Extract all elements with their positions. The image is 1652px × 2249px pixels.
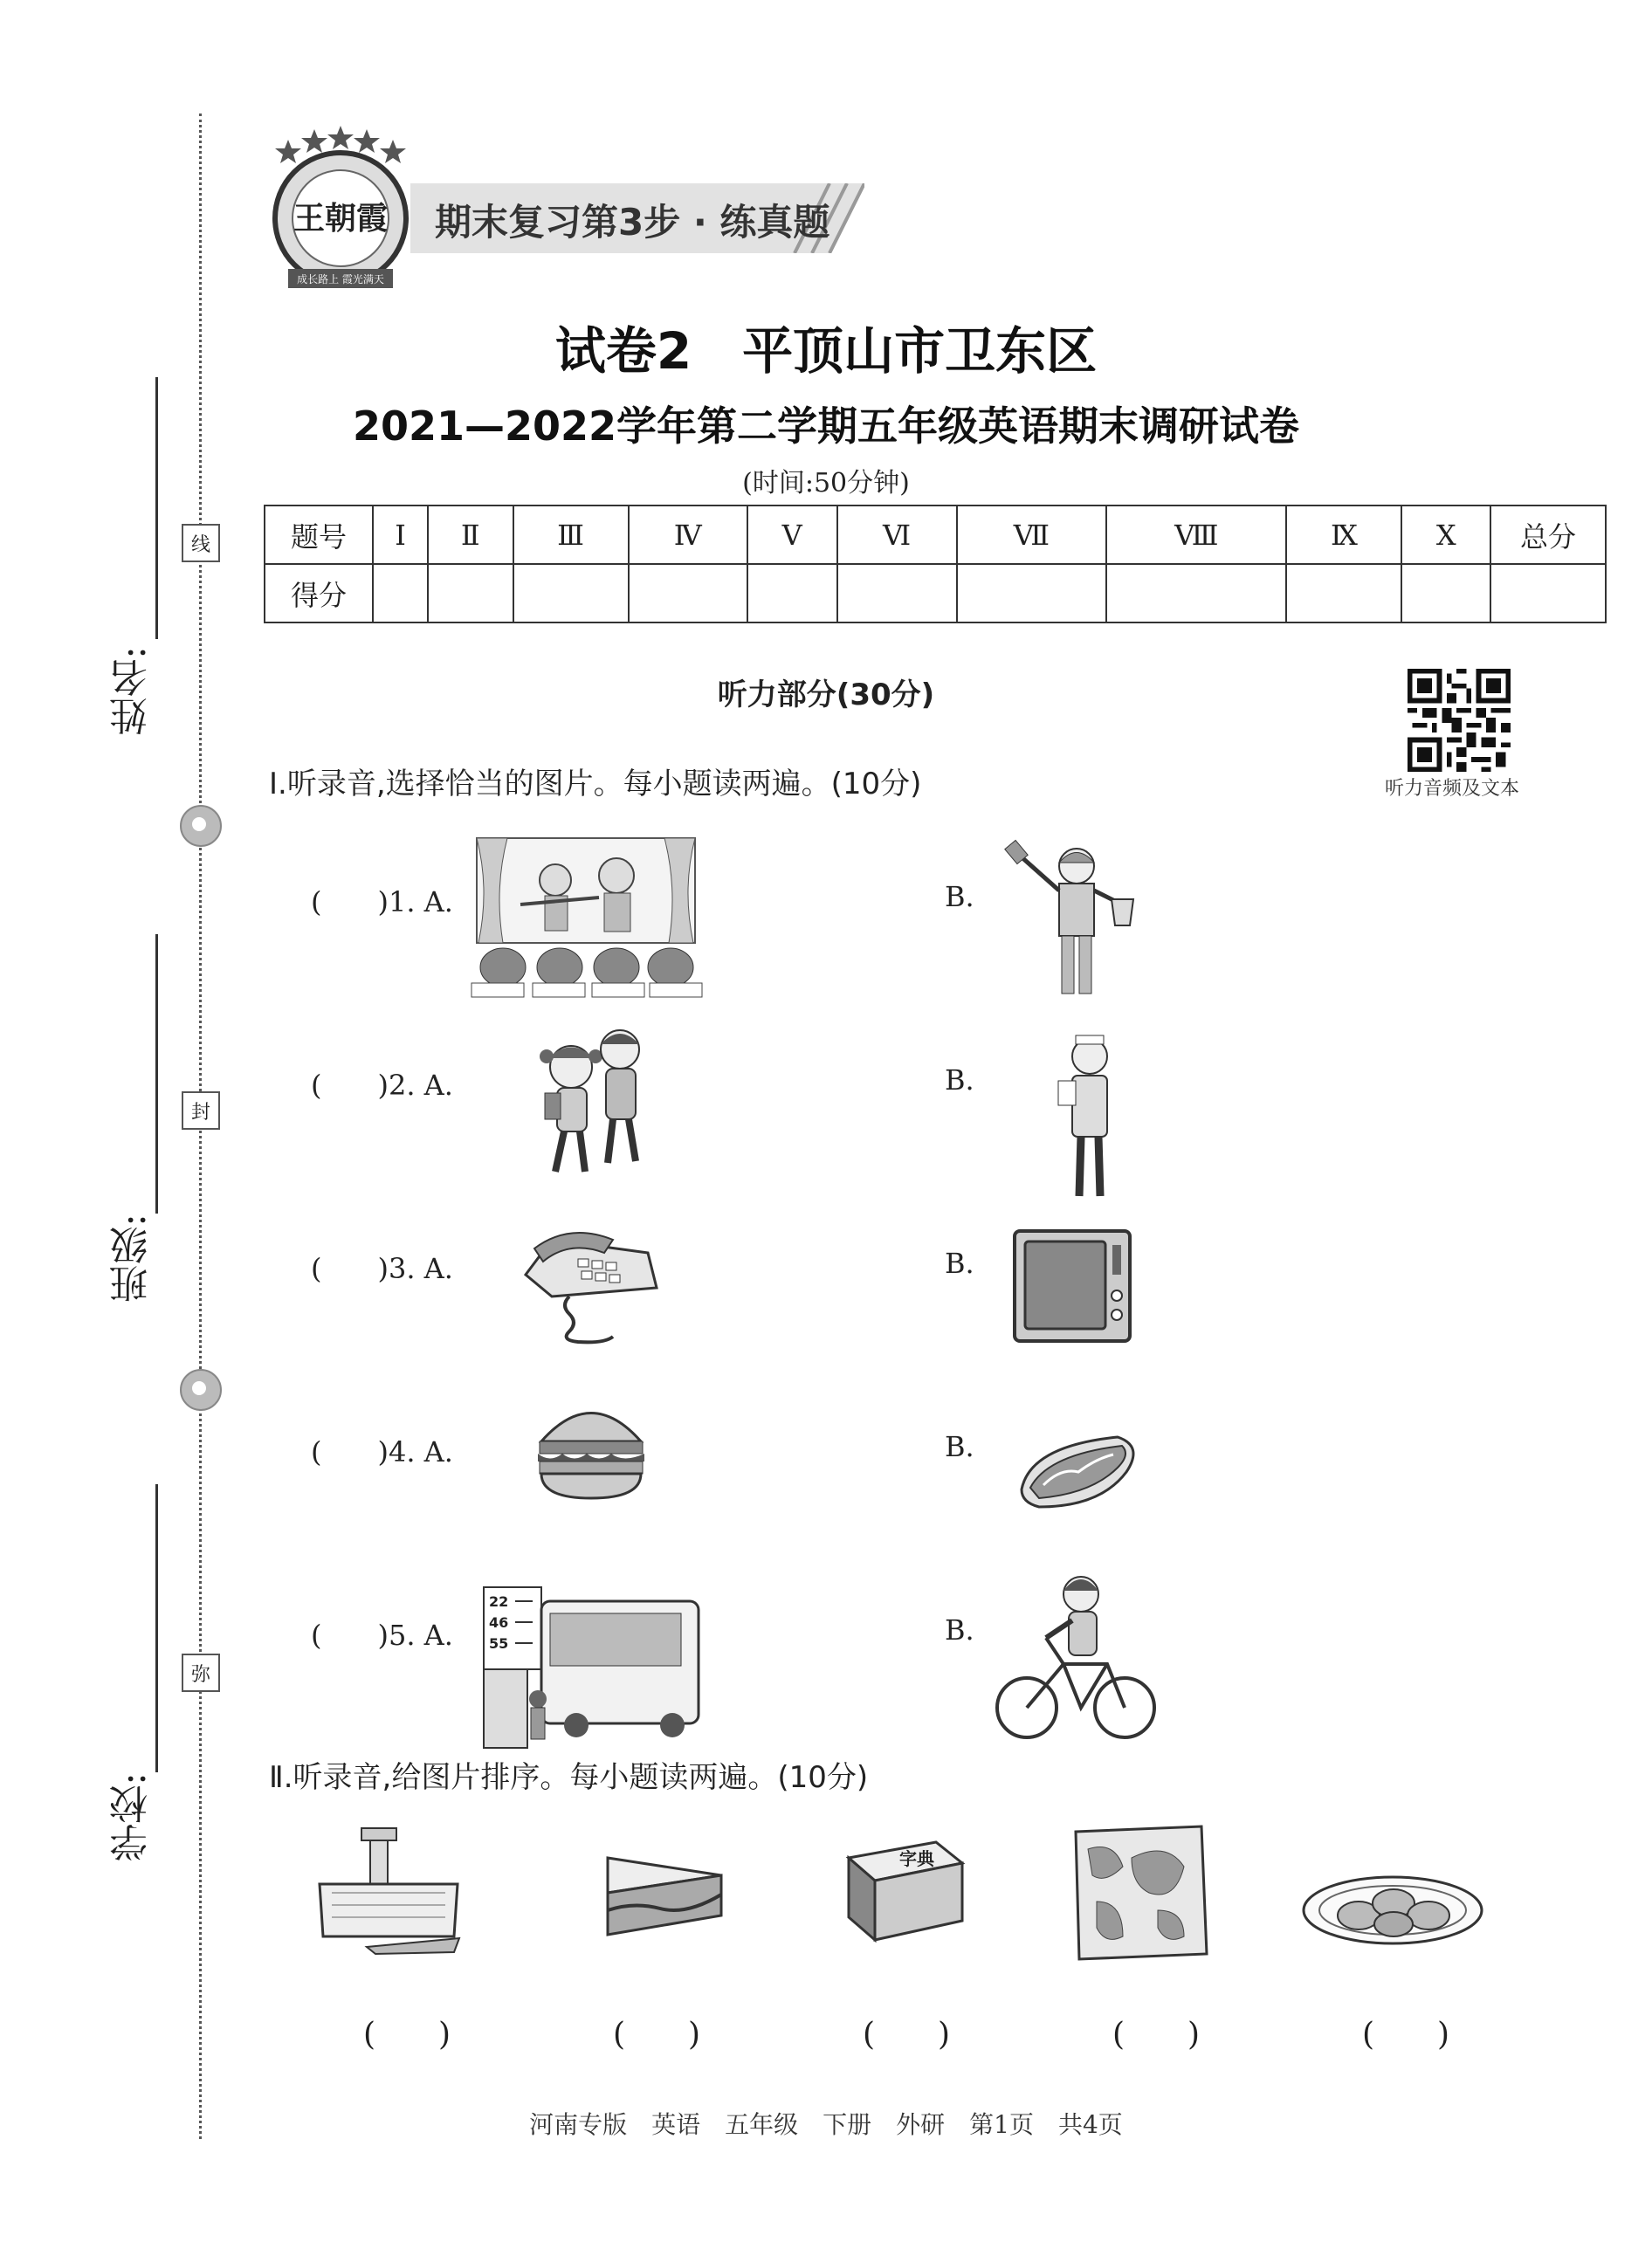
item-3-label: ( )3. A.	[311, 1252, 453, 1285]
stage-play-picture[interactable]	[468, 836, 704, 999]
score-input-cell[interactable]	[957, 564, 1107, 622]
hamburger-picture[interactable]	[533, 1393, 650, 1502]
order-answer-blank[interactable]: ( )	[1362, 2017, 1450, 2053]
listening-section-title: 听力部分(30分)	[717, 677, 935, 712]
telephone-picture[interactable]	[517, 1222, 665, 1345]
order-answer-blank[interactable]: ( )	[363, 2017, 451, 2053]
class-write-line[interactable]	[155, 934, 158, 1214]
dictionary-picture[interactable]	[840, 1837, 967, 1945]
sandwich-picture[interactable]	[599, 1840, 730, 1945]
bus-stop-picture[interactable]	[480, 1584, 704, 1755]
qr-caption: 听力音频及文本	[1385, 778, 1520, 800]
binding-mark-seal-2: 弥	[182, 1654, 220, 1692]
qr-code-icon[interactable]	[1408, 669, 1511, 772]
school-write-line[interactable]	[155, 1484, 158, 1772]
time-limit: (时间:50分钟)	[742, 468, 910, 499]
item-3-b-label: B.	[945, 1247, 974, 1280]
binding-hole	[180, 805, 222, 847]
binding-hole	[180, 1369, 222, 1411]
score-table-cell: Ⅴ	[747, 506, 837, 564]
question-1-heading: Ⅰ.听录音,选择恰当的图片。每小题读两遍。(10分)	[269, 767, 922, 801]
order-answer-blank[interactable]: ( )	[1112, 2017, 1201, 2053]
score-table-cell: 得分	[265, 564, 373, 622]
svg-text:22: 22	[489, 1593, 509, 1610]
score-input-cell[interactable]	[629, 564, 747, 622]
airport-picture[interactable]	[314, 1823, 463, 1959]
svg-text:55: 55	[489, 1635, 509, 1652]
score-input-cell[interactable]	[1106, 564, 1286, 622]
television-picture[interactable]	[1011, 1228, 1133, 1345]
item-2-label: ( )2. A.	[311, 1069, 453, 1102]
paper-title: 试卷2 平顶山市卫东区	[554, 321, 1098, 381]
score-input-cell[interactable]	[513, 564, 629, 622]
score-table-cell: Ⅵ	[837, 506, 957, 564]
binding-mark-line: 线	[182, 524, 220, 562]
score-input-cell[interactable]	[837, 564, 957, 622]
svg-text:字典: 字典	[899, 1848, 934, 1869]
paper-subtitle: 2021—2022学年第二学期五年级英语期末调研试卷	[352, 402, 1300, 450]
svg-text:46: 46	[489, 1614, 509, 1631]
children-walking-picture[interactable]	[529, 1014, 657, 1189]
school-label: 学校:	[110, 1772, 155, 1862]
nurse-picture[interactable]	[1046, 1028, 1133, 1203]
order-answer-blank[interactable]: ( )	[863, 2017, 951, 2053]
svg-text:王朝霞: 王朝霞	[293, 200, 389, 237]
score-input-cell[interactable]	[428, 564, 513, 622]
item-2-b-label: B.	[945, 1063, 974, 1097]
score-table	[264, 505, 1607, 623]
item-5-label: ( )5. A.	[311, 1619, 453, 1652]
item-1-b-label: B.	[945, 880, 974, 913]
score-table-cell: Ⅳ	[629, 506, 747, 564]
item-4-b-label: B.	[945, 1430, 974, 1463]
score-table-cell: 题号	[265, 506, 373, 564]
score-table-cell: Ⅶ	[957, 506, 1107, 564]
score-table-cell: Ⅲ	[513, 506, 629, 564]
score-table-score-row	[265, 564, 1606, 622]
hot-dog-picture[interactable]	[1013, 1420, 1144, 1516]
name-label: 姓名:	[110, 646, 155, 736]
brand-logo	[253, 122, 428, 297]
painter-picture[interactable]	[1002, 838, 1151, 1004]
order-answer-blank[interactable]: ( )	[613, 2017, 701, 2053]
score-input-cell[interactable]	[1286, 564, 1401, 622]
score-table-cell: 总分	[1490, 506, 1606, 564]
item-4-label: ( )4. A.	[311, 1435, 453, 1468]
step-banner-text: 期末复习第3步 · 练真题	[435, 201, 830, 244]
score-table-cell: Ⅹ	[1401, 506, 1490, 564]
item-1-label: ( )1. A.	[311, 885, 453, 918]
score-table-header-row	[265, 506, 1606, 564]
score-input-cell[interactable]	[747, 564, 837, 622]
score-input-cell[interactable]	[1401, 564, 1490, 622]
score-table-cell: Ⅰ	[373, 506, 428, 564]
plate-of-eggs-picture[interactable]	[1301, 1867, 1484, 1947]
binding-mark-seal: 封	[182, 1091, 220, 1130]
world-map-picture[interactable]	[1070, 1823, 1210, 1963]
score-table-cell: Ⅱ	[428, 506, 513, 564]
question-2-heading: Ⅱ.听录音,给图片排序。每小题读两遍。(10分)	[269, 1760, 869, 1795]
svg-text:成长路上 霞光满天: 成长路上 霞光满天	[297, 273, 384, 285]
girl-on-bike-picture[interactable]	[994, 1568, 1160, 1741]
class-label: 班级:	[110, 1214, 155, 1303]
page-footer: 河南专版 英语 五年级 下册 外研 第1页 共4页	[529, 2110, 1123, 2139]
item-5-b-label: B.	[945, 1613, 974, 1647]
score-input-cell[interactable]	[373, 564, 428, 622]
score-table-cell: Ⅷ	[1106, 506, 1286, 564]
score-input-cell[interactable]	[1490, 564, 1606, 622]
score-table-cell: Ⅸ	[1286, 506, 1401, 564]
